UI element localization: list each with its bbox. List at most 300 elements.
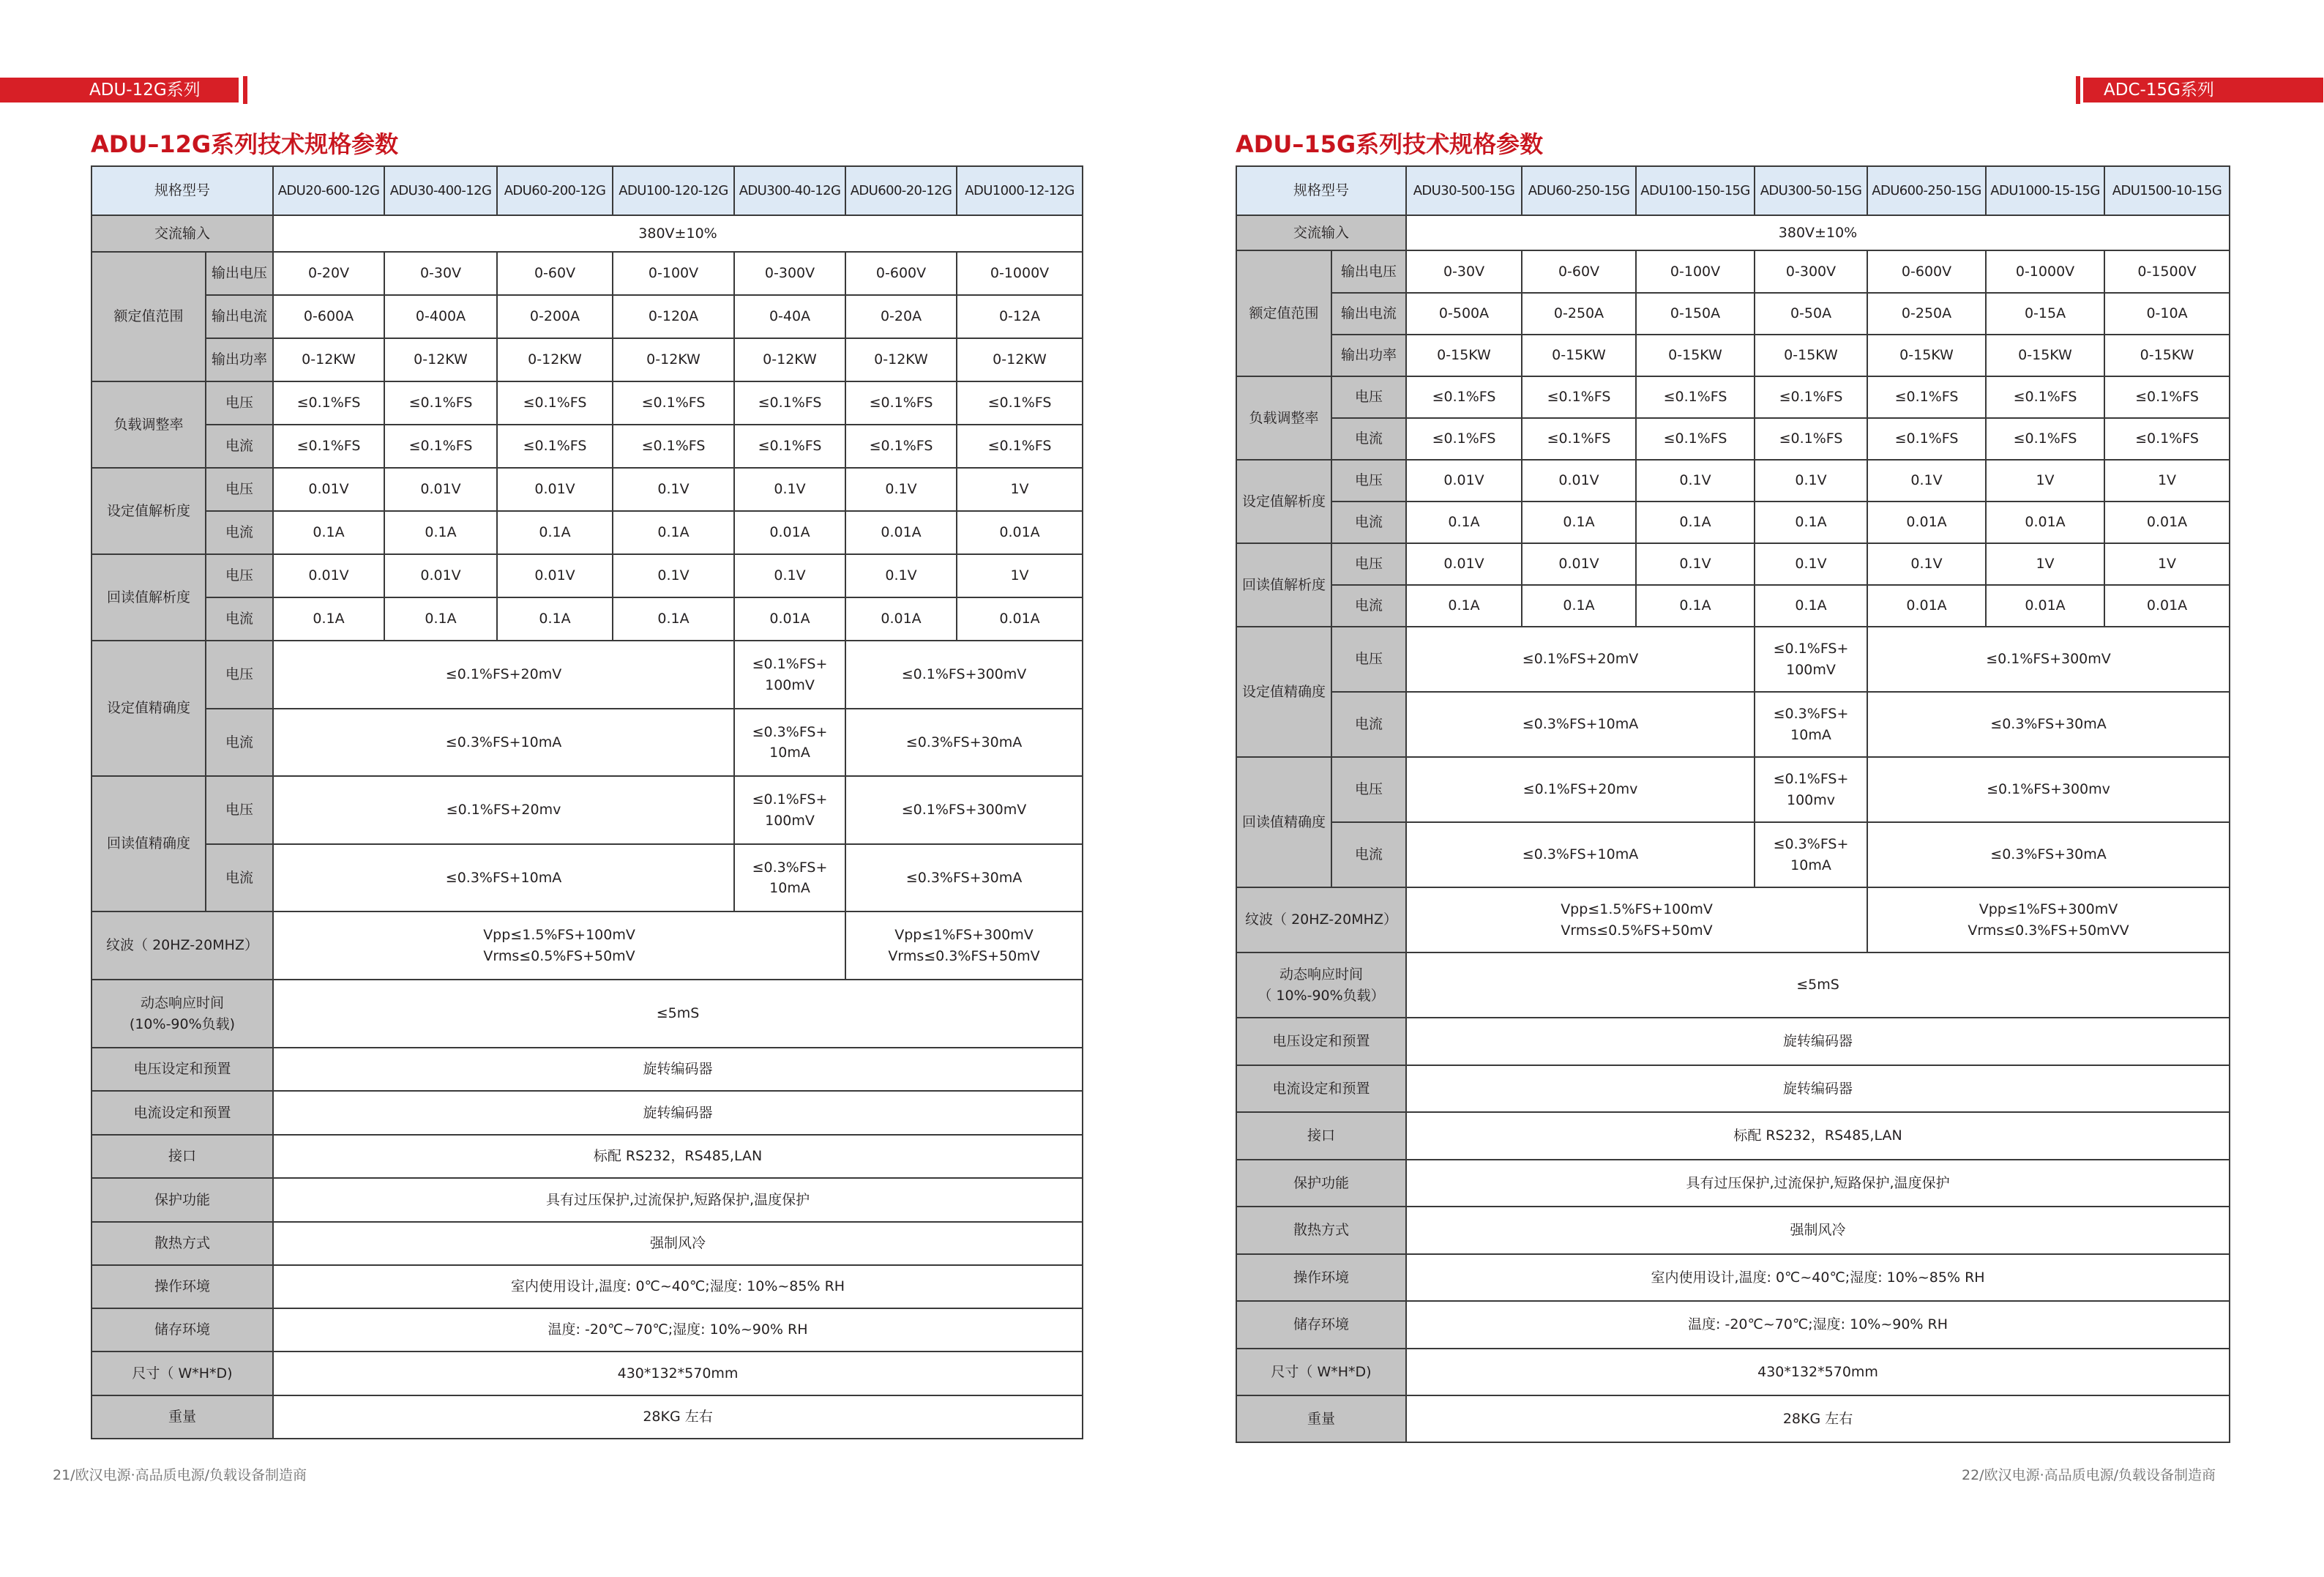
cell-text: 温度: -20℃~70℃;湿度: 10%~90% RH xyxy=(1688,1316,1949,1333)
table-row xyxy=(91,468,1083,511)
value-cell xyxy=(1522,460,1636,502)
model-name xyxy=(1755,166,1867,215)
value-cell xyxy=(1406,250,1522,293)
cell-text: ADU600-20-12G xyxy=(850,183,952,198)
value-cell xyxy=(1755,335,1867,376)
cell-text: 0.1V xyxy=(1910,472,1943,489)
value-cell xyxy=(384,252,497,295)
value-cell xyxy=(734,597,845,641)
cell-text: ≤0.3%FS+10mA xyxy=(1522,716,1639,733)
cell-text: 0-30V xyxy=(1443,263,1485,280)
cell-text: ≤0.3%FS+10mA xyxy=(445,869,562,886)
value-cell xyxy=(2104,293,2230,335)
row-label xyxy=(91,776,206,911)
value-cell xyxy=(1406,543,1522,585)
value-cell xyxy=(384,425,497,468)
cell-text: 0.1A xyxy=(1795,514,1827,531)
cell-text: ≤0.1%FS xyxy=(1894,389,1959,406)
row-label xyxy=(91,215,273,252)
value-cell xyxy=(1867,757,2230,822)
sub-label xyxy=(1331,460,1406,502)
cell-text: 0-50A xyxy=(1790,305,1832,322)
cell-text: ≤0.1%FS xyxy=(296,395,361,411)
cell-text: 0-15KW xyxy=(1668,347,1722,364)
cell-text: 0.01V xyxy=(1558,472,1599,489)
value-cell xyxy=(845,252,957,295)
value-cell xyxy=(384,295,497,338)
sub-label xyxy=(1331,502,1406,543)
page-footer: 22/欧汉电源·高品质电源/负载设备制造商 xyxy=(1962,1467,2216,1483)
cell-text: 0-100V xyxy=(1670,263,1721,280)
cell-text: 电压 xyxy=(1355,556,1383,573)
row-label xyxy=(1236,1160,1406,1207)
row-label xyxy=(1236,1301,1406,1349)
table-row xyxy=(91,511,1083,554)
cell-text: 具有过压保护,过流保护,短路保护,温度保护 xyxy=(545,1191,810,1208)
sub-label xyxy=(1331,585,1406,627)
table-row xyxy=(91,980,1083,1048)
cell-text: 0.1V xyxy=(885,481,917,498)
cell-text: ≤0.3%FS+10mA xyxy=(445,734,562,750)
cell-text: ≤0.3%FS+10mA xyxy=(1522,846,1639,863)
cell-text: 尺寸（ W*H*D) xyxy=(132,1365,233,1382)
value-cell xyxy=(2104,585,2230,627)
cell-text: 设定值精确度 xyxy=(106,700,190,717)
cell-text: ≤0.1%FS xyxy=(408,395,473,411)
value-cell xyxy=(1522,585,1636,627)
cell-text: ≤0.1%FS xyxy=(408,438,473,455)
cell-line: 10mA xyxy=(769,745,810,761)
cell-text: 0.1A xyxy=(1563,514,1595,531)
cell-line: 100mV xyxy=(1786,661,1836,678)
table-row xyxy=(91,1048,1083,1091)
table-row xyxy=(1236,250,2230,293)
cell-text: ADU300-50-15G xyxy=(1760,183,1862,198)
value-cell xyxy=(497,554,613,597)
value-cell xyxy=(1406,1301,2230,1349)
cell-text: 接口 xyxy=(1307,1127,1336,1144)
value-cell xyxy=(273,215,1083,252)
page-right xyxy=(1162,0,2324,1577)
table-row xyxy=(1236,1395,2230,1442)
cell-text: 0-12KW xyxy=(993,351,1047,368)
value-cell xyxy=(613,468,734,511)
model-name xyxy=(1522,166,1636,215)
cell-text: 0.1A xyxy=(1795,597,1827,614)
cell-text: 0.1A xyxy=(657,524,690,541)
cell-text: 1V xyxy=(2036,556,2055,573)
value-cell xyxy=(497,597,613,641)
table-row xyxy=(91,1135,1083,1178)
row-label xyxy=(91,1265,273,1308)
cell-text: 保护功能 xyxy=(1293,1174,1350,1191)
cell-text: 电流 xyxy=(225,869,254,886)
row-label xyxy=(91,1352,273,1395)
table-row xyxy=(91,295,1083,338)
cell-text: ≤0.1%FS+20mv xyxy=(446,802,561,819)
cell-text: 1V xyxy=(2157,556,2177,573)
cell-text: 电压 xyxy=(225,567,254,584)
cell-text: 重量 xyxy=(168,1409,197,1425)
value-cell xyxy=(1867,627,2230,692)
value-cell xyxy=(1755,376,1867,418)
table-row xyxy=(1236,1349,2230,1395)
cell-line: Vrms≤0.5%FS+50mV xyxy=(1561,922,1713,939)
value-cell xyxy=(1406,692,1755,757)
cell-text: ≤0.1%FS xyxy=(1547,389,1611,406)
cell-text: ≤5mS xyxy=(1796,977,1839,993)
cell-text: ≤0.1%FS xyxy=(2013,430,2077,447)
row-label xyxy=(1236,1395,1406,1442)
cell-line: Vpp≤1%FS+300mV xyxy=(894,927,1034,943)
cell-text: ADU1000-12-12G xyxy=(965,183,1075,198)
value-cell xyxy=(613,381,734,425)
cell-line: ≤0.3%FS+ xyxy=(1773,706,1849,722)
sub-label xyxy=(206,554,273,597)
sub-label xyxy=(206,597,273,641)
row-label xyxy=(91,252,206,381)
cell-text: ADU60-250-15G xyxy=(1528,183,1630,198)
cell-line: ≤0.1%FS+ xyxy=(1773,771,1849,787)
cell-text: 0.01V xyxy=(1443,556,1484,573)
value-cell xyxy=(734,641,845,709)
table-row xyxy=(1236,335,2230,376)
model-name xyxy=(613,166,734,215)
value-cell xyxy=(1867,502,1986,543)
cell-text: 0.1A xyxy=(657,611,690,627)
value-cell xyxy=(273,1222,1083,1265)
model-name xyxy=(957,166,1083,215)
value-cell xyxy=(273,381,384,425)
value-cell xyxy=(734,511,845,554)
value-cell xyxy=(957,597,1083,641)
value-cell xyxy=(1867,293,1986,335)
cell-text: ≤0.1%FS xyxy=(869,438,933,455)
value-cell xyxy=(273,1352,1083,1395)
cell-text: ≤0.1%FS xyxy=(641,438,706,455)
cell-line: 100mv xyxy=(1787,791,1836,808)
cell-text: 0.1V xyxy=(1679,472,1711,489)
model-name xyxy=(845,166,957,215)
value-cell xyxy=(1406,335,1522,376)
cell-text: 电流 xyxy=(1355,716,1383,733)
value-cell xyxy=(384,338,497,381)
value-cell xyxy=(2104,418,2230,460)
cell-line: ≤0.1%FS+ xyxy=(752,791,828,808)
cell-text: 0-15KW xyxy=(1552,347,1606,364)
cell-text: 0.01A xyxy=(2025,514,2066,531)
cell-text: ≤5mS xyxy=(656,1005,700,1022)
cell-text: 0-600V xyxy=(875,265,927,282)
table-row xyxy=(91,1091,1083,1135)
cell-text: 输出电压 xyxy=(212,265,268,282)
value-cell xyxy=(1986,376,2104,418)
cell-line: ≤0.3%FS+ xyxy=(1773,836,1849,852)
value-cell xyxy=(384,468,497,511)
value-cell xyxy=(613,295,734,338)
value-cell xyxy=(273,1178,1083,1222)
cell-text: 0-150A xyxy=(1670,305,1721,322)
cell-text: ≤0.1%FS xyxy=(1432,430,1496,447)
sub-label xyxy=(1331,757,1406,822)
cell-text: 交流输入 xyxy=(1293,224,1350,241)
value-cell xyxy=(734,844,845,911)
table-row xyxy=(91,1352,1083,1395)
cell-text: 电压 xyxy=(225,395,254,411)
cell-text: 散热方式 xyxy=(1293,1222,1350,1239)
model-name xyxy=(734,166,845,215)
cell-text: 尺寸（ W*H*D) xyxy=(1271,1363,1372,1380)
cell-text: 电压设定和预置 xyxy=(1272,1033,1370,1050)
cell-text: 重量 xyxy=(1307,1410,1336,1427)
value-cell xyxy=(845,511,957,554)
cell-line: 10mA xyxy=(1790,726,1831,743)
cell-line: Vrms≤0.3%FS+50mV xyxy=(888,947,1040,964)
value-cell xyxy=(1406,1112,2230,1160)
cell-text: 380V±10% xyxy=(638,225,717,242)
cell-text: ≤0.1%FS xyxy=(758,395,822,411)
value-cell xyxy=(1406,887,1867,952)
value-cell xyxy=(845,911,1083,980)
cell-text: ≤0.1%FS+300mV xyxy=(1986,651,2111,668)
cell-text: 电流 xyxy=(225,734,254,750)
cell-text: 电流 xyxy=(225,524,254,541)
row-label xyxy=(91,980,273,1048)
row-label xyxy=(91,554,206,641)
value-cell xyxy=(1522,293,1636,335)
cell-text: 电流 xyxy=(1355,846,1383,863)
value-cell xyxy=(734,468,845,511)
value-cell xyxy=(497,338,613,381)
cell-text: ADU300-40-12G xyxy=(739,183,841,198)
cell-text: 0.1A xyxy=(539,611,571,627)
cell-text: 设定值解析度 xyxy=(106,502,190,519)
cell-text: 0.1A xyxy=(313,524,345,541)
cell-text: ADU1500-10-15G xyxy=(2112,183,2222,198)
model-name xyxy=(1406,166,1522,215)
model-name xyxy=(1867,166,1986,215)
row-label xyxy=(1236,376,1331,460)
value-cell xyxy=(273,468,384,511)
cell-text: 0.01V xyxy=(308,481,349,498)
cell-text: 1V xyxy=(1010,481,1029,498)
value-cell xyxy=(1755,822,1867,887)
sub-label xyxy=(206,468,273,511)
cell-text: 0-100V xyxy=(648,265,699,282)
cell-text: 1V xyxy=(1010,567,1029,584)
cell-text: 0.01A xyxy=(881,524,922,541)
cell-text: 0.01V xyxy=(534,567,575,584)
cell-text: 0.01V xyxy=(420,481,461,498)
value-cell xyxy=(2104,460,2230,502)
cell-text: 0-120A xyxy=(648,308,699,325)
sub-label xyxy=(1331,250,1406,293)
cell-text: 0.1V xyxy=(657,481,690,498)
value-cell xyxy=(273,1308,1083,1352)
cell-line: 动态响应时间 xyxy=(1279,966,1364,983)
value-cell xyxy=(384,511,497,554)
cell-text: 标配 RS232，RS485,LAN xyxy=(593,1148,763,1165)
series-bar-mark xyxy=(243,76,247,104)
table-row xyxy=(1236,1301,2230,1349)
row-label xyxy=(91,381,206,468)
cell-text: ADU30-400-12G xyxy=(389,183,492,198)
cell-text: 电压 xyxy=(225,481,254,498)
cell-text: 28KG 左右 xyxy=(1782,1410,1853,1427)
value-cell xyxy=(273,252,384,295)
cell-text: 操作环境 xyxy=(1293,1269,1350,1286)
value-cell xyxy=(613,554,734,597)
value-cell xyxy=(1755,757,1867,822)
cell-text: 0-600V xyxy=(1901,263,1952,280)
row-label xyxy=(1236,1349,1406,1395)
value-cell xyxy=(497,511,613,554)
cell-text: ADU30-500-15G xyxy=(1413,183,1515,198)
cell-text: 0-12KW xyxy=(528,351,582,368)
value-cell xyxy=(1636,335,1755,376)
table-row xyxy=(1236,543,2230,585)
sub-label xyxy=(1331,543,1406,585)
value-cell xyxy=(2104,250,2230,293)
value-cell xyxy=(1636,250,1755,293)
cell-text: 0.01V xyxy=(534,481,575,498)
sub-label xyxy=(206,425,273,468)
spec-table xyxy=(91,165,1083,1439)
cell-text: 0-12KW xyxy=(874,351,928,368)
page-title: ADU–15G系列技术规格参数 xyxy=(1236,130,1544,158)
cell-text: ≤0.1%FS xyxy=(1432,389,1496,406)
value-cell xyxy=(1755,627,1867,692)
value-cell xyxy=(845,295,957,338)
row-label xyxy=(91,641,206,776)
value-cell xyxy=(1406,376,1522,418)
value-cell xyxy=(845,597,957,641)
value-cell xyxy=(1406,215,2230,250)
cell-text: 0.1A xyxy=(425,524,457,541)
row-label xyxy=(1236,460,1331,543)
table-row xyxy=(1236,460,2230,502)
page-footer: 21/欧汉电源·高品质电源/负载设备制造商 xyxy=(53,1467,307,1483)
cell-line: Vrms≤0.3%FS+50mVV xyxy=(1968,922,2129,939)
value-cell xyxy=(273,911,845,980)
cell-text: 430*132*570mm xyxy=(617,1365,739,1382)
sub-label xyxy=(206,295,273,338)
cell-text: 0-40A xyxy=(769,308,811,325)
value-cell xyxy=(273,1091,1083,1135)
cell-text: 0.1A xyxy=(425,611,457,627)
cell-text: 储存环境 xyxy=(1293,1316,1350,1333)
value-cell xyxy=(957,425,1083,468)
table-row xyxy=(91,554,1083,597)
value-cell xyxy=(1867,460,1986,502)
cell-text: 0-1500V xyxy=(2137,263,2197,280)
value-cell xyxy=(1755,418,1867,460)
model-name xyxy=(1636,166,1755,215)
value-cell xyxy=(273,1048,1083,1091)
row-label xyxy=(91,1222,273,1265)
value-cell xyxy=(1406,1349,2230,1395)
cell-text: 室内使用设计,温度: 0℃~40℃;湿度: 10%~85% RH xyxy=(1651,1269,1985,1286)
cell-text: 0.1V xyxy=(1679,556,1711,573)
row-label xyxy=(1236,627,1331,757)
cell-text: 0-1000V xyxy=(990,265,1050,282)
value-cell xyxy=(957,252,1083,295)
cell-text: 额定值范围 xyxy=(1249,305,1319,321)
value-cell xyxy=(734,554,845,597)
row-label xyxy=(1236,1112,1406,1160)
row-label xyxy=(1236,757,1331,887)
model-header xyxy=(1236,166,1406,215)
cell-text: 保护功能 xyxy=(154,1191,211,1208)
value-cell xyxy=(1755,460,1867,502)
value-cell xyxy=(845,338,957,381)
value-cell xyxy=(845,709,1083,776)
value-cell xyxy=(1986,418,2104,460)
cell-text: 储存环境 xyxy=(154,1321,211,1338)
cell-text: 0.01V xyxy=(1558,556,1599,573)
cell-text: 0-600A xyxy=(303,308,354,325)
value-cell xyxy=(1636,460,1755,502)
table-row xyxy=(1236,757,2230,822)
table-row xyxy=(1236,952,2230,1018)
cell-text: ≤0.1%FS xyxy=(1894,430,1959,447)
value-cell xyxy=(273,1135,1083,1178)
value-cell xyxy=(1867,692,2230,757)
cell-text: 规格型号 xyxy=(154,182,211,199)
value-cell xyxy=(1986,502,2104,543)
row-label xyxy=(1236,215,1406,250)
cell-text: ≤0.1%FS+20mV xyxy=(1522,651,1639,668)
cell-text: 0-12KW xyxy=(414,351,468,368)
cell-text: 旋转编码器 xyxy=(1783,1033,1853,1050)
cell-text: 纹波（ 20HZ-20MHZ） xyxy=(106,937,258,954)
table-row xyxy=(91,911,1083,980)
value-cell xyxy=(845,844,1083,911)
sub-label xyxy=(1331,822,1406,887)
row-label xyxy=(1236,1207,1406,1254)
value-cell xyxy=(1986,460,2104,502)
cell-text: ≤0.1%FS xyxy=(869,395,933,411)
value-cell xyxy=(497,468,613,511)
table-row xyxy=(91,641,1083,709)
cell-text: 0.1A xyxy=(313,611,345,627)
value-cell xyxy=(2104,502,2230,543)
value-cell xyxy=(845,554,957,597)
value-cell xyxy=(1636,502,1755,543)
cell-text: 430*132*570mm xyxy=(1757,1363,1878,1380)
cell-text: ≤0.1%FS+20mV xyxy=(445,666,562,683)
table-row xyxy=(91,1222,1083,1265)
value-cell xyxy=(613,425,734,468)
sub-label xyxy=(1331,692,1406,757)
value-cell xyxy=(273,338,384,381)
cell-text: ≤0.1%FS xyxy=(523,438,587,455)
value-cell xyxy=(1406,757,1755,822)
cell-line: 100mV xyxy=(765,676,815,693)
row-label xyxy=(91,1091,273,1135)
row-label xyxy=(91,911,273,980)
cell-line: ≤0.1%FS+ xyxy=(752,656,828,672)
model-name xyxy=(2104,166,2230,215)
sub-label xyxy=(1331,376,1406,418)
model-name xyxy=(384,166,497,215)
cell-text: 0-200A xyxy=(529,308,580,325)
cell-text: 0.01V xyxy=(1443,472,1484,489)
value-cell xyxy=(1867,250,1986,293)
cell-text: 0-300V xyxy=(1785,263,1837,280)
value-cell xyxy=(1755,293,1867,335)
cell-text: 电流 xyxy=(1355,597,1383,614)
